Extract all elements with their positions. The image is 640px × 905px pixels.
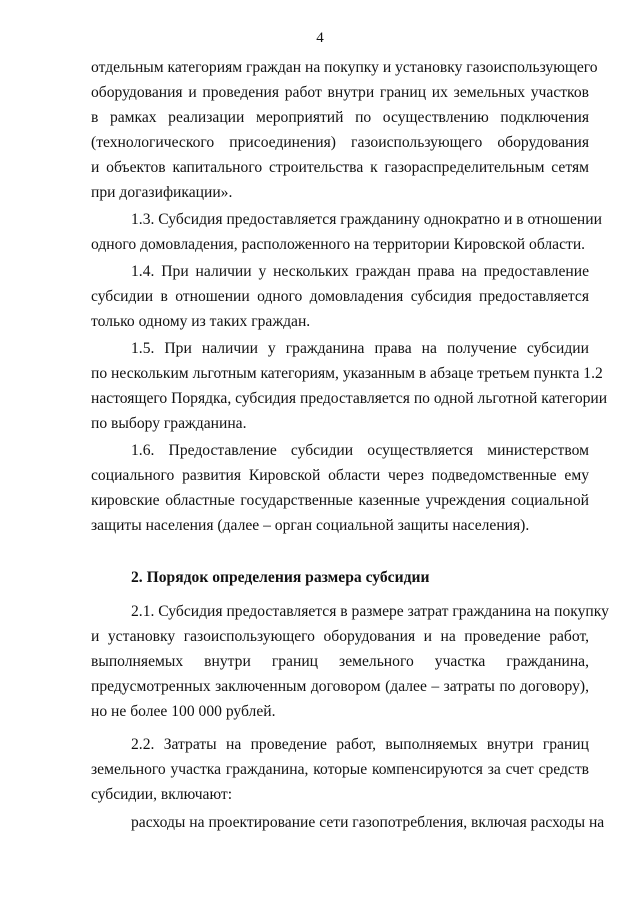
paragraph-line: и объектов капитального строительства к газораспределительным сетям — [91, 159, 589, 176]
paragraph-line: только одному из таких граждан. — [91, 313, 311, 330]
paragraph-line: отдельным категориям граждан на покупку и установку газоиспользующего — [91, 59, 598, 76]
paragraph-line: оборудования и проведения работ внутри границ их земельных участков — [91, 84, 589, 101]
paragraph-line: и установку газоиспользующего оборудования и на проведение работ, — [91, 628, 589, 645]
paragraph-line: выполняемых внутри границ земельного участка гражданина, — [91, 653, 589, 670]
paragraph-line: социального развития Кировской области через подведомственные ему — [91, 467, 589, 484]
paragraph-line: субсидии в отношении одного домовладения субсидия предоставляется — [91, 288, 589, 305]
paragraph-line: субсидии, включают: — [91, 786, 233, 803]
page-number: 4 — [316, 30, 324, 46]
paragraph-line: 2.1. Субсидия предоставляется в размере затрат гражданина на покупку — [131, 603, 609, 620]
paragraph-line: предусмотренных заключенным договором (далее – затраты по договору), — [91, 678, 589, 695]
paragraph-line: по выбору гражданина. — [91, 415, 247, 432]
paragraph-line: 1.3. Субсидия предоставляется гражданину однократно и в отношении — [131, 211, 602, 228]
paragraph-line: одного домовладения, расположенного на территории Кировской области. — [91, 236, 586, 253]
paragraph-line: при догазификации». — [91, 184, 233, 201]
paragraph-line: 1.6. Предоставление субсидии осуществляется министерством — [131, 442, 589, 459]
paragraph-line: в рамках реализации мероприятий по осуществлению подключения — [91, 109, 589, 126]
paragraph-line: по нескольким льготным категориям, указанным в абзаце третьем пункта 1.2 — [91, 365, 603, 382]
paragraph-line: расходы на проектирование сети газопотребления, включая расходы на — [131, 814, 605, 831]
paragraph-line: 1.4. При наличии у нескольких граждан права на предоставление — [131, 263, 589, 280]
paragraph-line: 2.2. Затраты на проведение работ, выполняемых внутри границ — [131, 736, 589, 753]
paragraph-line: 1.5. При наличии у гражданина права на получение субсидии — [131, 340, 589, 357]
paragraph-line: кировские областные государственные казенные учреждения социальной — [91, 492, 589, 509]
paragraph-line: но не более 100 000 рублей. — [91, 703, 276, 720]
section-heading: 2. Порядок определения размера субсидии — [131, 569, 430, 586]
paragraph-line: (технологического присоединения) газоиспользующего оборудования — [91, 134, 589, 151]
paragraph-line: земельного участка гражданина, которые компенсируются за счет средств — [91, 761, 589, 778]
paragraph-line: настоящего Порядка, субсидия предоставляется по одной льготной категории — [91, 390, 608, 407]
paragraph-line: защиты населения (далее – орган социальной защиты населения). — [91, 517, 530, 534]
